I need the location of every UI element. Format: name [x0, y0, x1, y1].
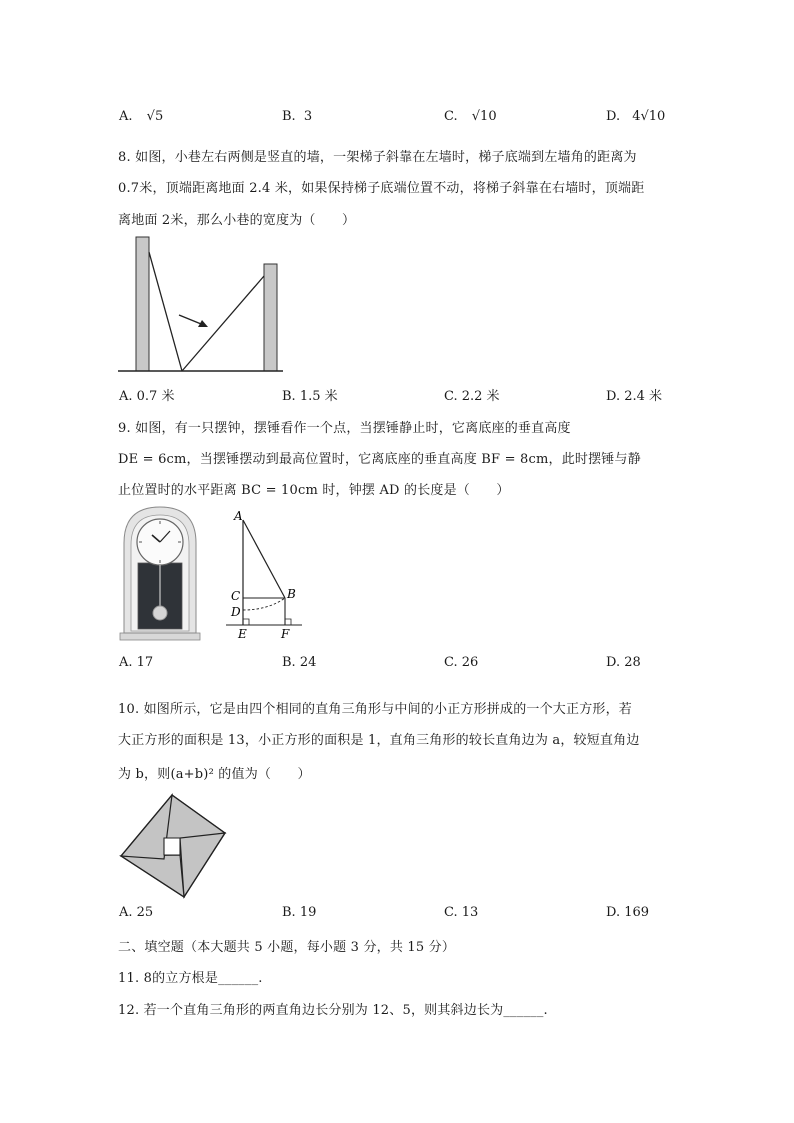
small-square [164, 838, 180, 855]
segment-ab [243, 520, 285, 598]
option-c: C. 26 [444, 655, 479, 670]
option-b: B. 24 [282, 655, 317, 670]
ladder-left [149, 252, 182, 371]
q12-text: 12. 若一个直角三角形的两直角边长分别为 12、5，则其斜边长为______. [118, 1003, 548, 1018]
option-d: D. 2.4 米 [606, 389, 663, 404]
right-wall [264, 264, 277, 371]
label-d: D [231, 605, 241, 619]
label-f: F [281, 627, 290, 641]
option-a: A. 25 [119, 905, 154, 920]
q10-line-1: 10. 如图所示，它是由四个相同的直角三角形与中间的小正方形拼成的一个大正方形，若 [118, 702, 633, 717]
option-d: D. 4√10 [606, 109, 666, 124]
option-a: A. 17 [119, 655, 154, 670]
option-b: B. 3 [282, 109, 313, 124]
swing-arc [243, 598, 285, 610]
square-figure [118, 793, 228, 899]
option-c: C. √10 [444, 109, 497, 124]
q8-line-3: 离地面 2米，那么小巷的宽度为（ ） [118, 213, 356, 228]
option-b: B. 19 [282, 905, 317, 920]
q10-line-2: 大正方形的面积是 13，小正方形的面积是 1，直角三角形的较长直角边为 a，较短直角边 [118, 733, 640, 748]
q10-line-3: 为 b，则(a+b)² 的值为（ ） [118, 767, 311, 782]
label-c: C [231, 589, 241, 603]
q11-text: 11. 8的立方根是______. [118, 971, 263, 986]
pendulum-geometry-figure [226, 506, 306, 642]
right-angle-f [285, 619, 291, 625]
option-b: B. 1.5 米 [282, 389, 338, 404]
option-c: C. 2.2 米 [444, 389, 500, 404]
ladder-right [182, 276, 264, 371]
section-heading: 二、填空题（本大题共 5 小题，每小题 3 分，共 15 分） [118, 940, 456, 955]
option-d: D. 28 [606, 655, 641, 670]
option-d: D. 169 [606, 905, 650, 920]
left-wall [136, 237, 149, 371]
q9-line-1: 9. 如图，有一只摆钟，摆锤看作一个点，当摆锤静止时，它离底座的垂直高度 [118, 421, 571, 436]
label-b: B [287, 587, 296, 601]
q9-line-3: 止位置时的水平距离 BC = 10cm 时，钟摆 AD 的长度是（ ） [118, 483, 510, 498]
right-angle-e [243, 619, 249, 625]
label-e: E [238, 627, 247, 641]
q8-line-2: 0.7米，顶端距离地面 2.4 米，如果保持梯子底端位置不动，将梯子斜靠在右墙时，顶端距 [118, 181, 645, 196]
option-a: A. 0.7 米 [119, 389, 175, 404]
q9-line-2: DE = 6cm，当摆锤摆动到最高位置时，它离底座的垂直高度 BF = 8cm，此时摆锤与静 [118, 452, 641, 467]
pendulum-clock-image [118, 505, 202, 641]
option-c: C. 13 [444, 905, 479, 920]
label-a: A [234, 509, 243, 523]
option-a: A. √5 [119, 109, 164, 124]
ladder-figure [118, 232, 283, 377]
pendulum-bob [153, 606, 167, 620]
q8-line-1: 8. 如图，小巷左右两侧是竖直的墙，一架梯子斜靠在左墙时，梯子底端到左墙角的距离为 [118, 150, 637, 165]
